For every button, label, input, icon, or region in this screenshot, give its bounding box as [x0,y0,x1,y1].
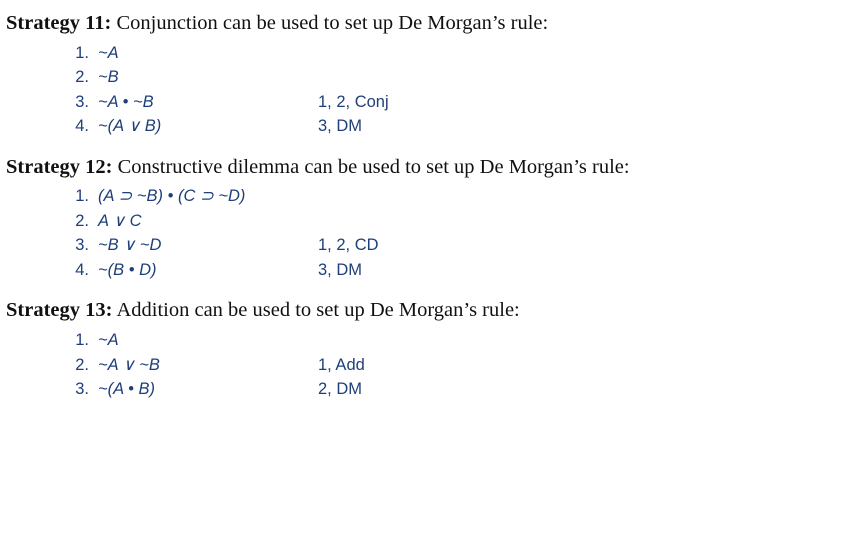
line-formula: ~(B • D) [98,260,157,279]
proof-line [66,94,868,119]
proof-line [66,381,868,406]
line-number: 1. [75,187,89,206]
line-number: 4. [75,117,89,136]
strategy-label: Strategy 13: [6,299,113,322]
line-number: 2. [75,68,89,87]
line-justification: 1, 2, CD [318,236,379,255]
strategy-label: Strategy 11: [6,12,112,34]
line-formula: A ∨ C [98,211,142,230]
line-justification: 1, 2, Conj [318,92,389,111]
line-justification: 3, DM [318,260,363,279]
strategy-text: Conjunction can be used to set up De Morgan’s rule: [116,12,549,34]
proof-line [66,213,868,238]
strategy-block [0,297,868,405]
line-formula: ~A • ~B [98,92,154,111]
line-number: 1. [75,43,89,62]
line-justification: 1, Add [318,355,365,374]
strategy-block [0,154,868,287]
strategy-heading [0,154,868,182]
line-number: 2. [75,211,89,230]
proof-line [66,357,868,382]
line-number: 3. [75,236,89,255]
proof-line [66,118,868,143]
proof-line [66,188,868,213]
line-formula: (A ⊃ ~B) • (C ⊃ ~D) [98,187,246,206]
strategy-block [0,10,868,143]
proof-list [0,188,868,286]
line-justification: 2, DM [318,380,363,399]
line-formula: ~(A ∨ B) [98,117,162,136]
line-formula: ~B ∨ ~D [98,236,162,255]
line-formula: ~A ∨ ~B [98,355,160,374]
line-number: 4. [75,260,89,279]
proof-line [66,332,868,357]
line-formula: ~A [98,43,119,62]
line-number: 1. [75,331,89,350]
proof-list [0,332,868,406]
line-number: 3. [75,92,89,111]
proof-line [66,237,868,262]
line-formula: ~A [98,331,119,350]
proof-line [66,69,868,94]
line-number: 3. [75,380,89,399]
line-formula: ~B [98,68,119,87]
strategy-label: Strategy 12: [6,155,113,178]
strategy-text: Addition can be used to set up De Morgan’s rule: [116,299,520,322]
strategy-heading [0,297,868,325]
line-number: 2. [75,355,89,374]
proof-list [0,45,868,143]
line-formula: ~(A • B) [98,380,155,399]
strategy-heading [0,10,868,38]
proof-line [66,262,868,287]
proof-line [66,45,868,70]
line-justification: 3, DM [318,117,363,136]
strategy-text: Constructive dilemma can be used to set up De Morgan’s rule: [117,155,630,178]
